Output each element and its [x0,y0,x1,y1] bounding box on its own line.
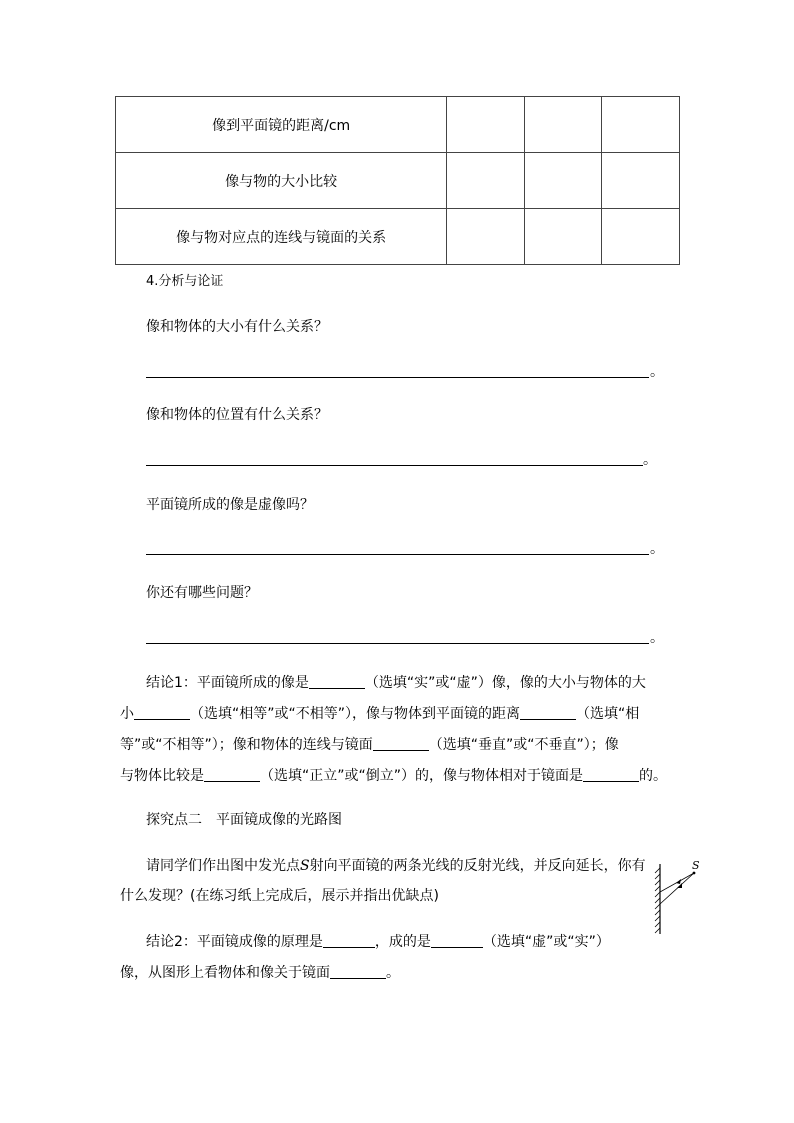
text: （选填“垂直”或“不垂直”）；像 [428,737,619,753]
answer-line[interactable] [146,377,649,378]
data-table [115,96,680,265]
light-source-point [693,872,696,875]
conclusion1-line4 [120,766,667,786]
point-s-label: S [692,859,700,872]
text: 请同学们作出图中发光点 [146,858,300,874]
fill-blank[interactable] [204,767,260,782]
fill-blank[interactable] [134,705,190,720]
table-cell[interactable] [602,153,680,209]
table-row [116,97,680,153]
conclusion2-line1 [146,932,610,952]
conclusion1-line3 [120,735,619,755]
text: 。 [386,965,400,981]
table-cell[interactable] [524,209,602,265]
text: 射向平面镜的两条光线的反射光线，并反向延长，你有 [309,858,646,874]
text: （选填“相 [576,706,640,722]
text: （选填“虚”或“实”） [482,934,610,950]
table-cell[interactable] [602,209,680,265]
fill-blank[interactable] [373,736,429,751]
text: （选填“实”或“虚”）像，像的大小与物体的大 [364,675,646,691]
fill-blank[interactable] [309,674,365,689]
probe2-paragraph-line2: 什么发现？(在练习纸上完成后，展示并指出优缺点) [120,888,439,904]
answer-line[interactable] [146,465,643,466]
fill-blank[interactable] [323,933,375,948]
table-cell[interactable] [447,153,525,209]
text: （选填“正立”或“倒立”）的，像与物体相对于镜面是 [260,768,584,784]
question-text: 像和物体的大小有什么关系？ [146,319,328,335]
probe2-paragraph-line1 [146,856,646,876]
conclusion1-line1 [146,673,646,693]
text: 结论2：平面镜成像的原理是 [146,934,323,950]
conclusion1-line2 [120,704,639,724]
row-label: 像与物的大小比较 [116,153,447,209]
point-s-label: S [300,858,310,874]
ray-arrow-icon [676,879,681,884]
answer-line[interactable] [146,643,649,644]
mirror-hatching [655,868,660,933]
period-mark: 。 [650,364,664,380]
answer-line[interactable] [146,554,649,555]
text: （选填“相等”或“不相等”），像与物体到平面镜的距离 [190,706,521,722]
row-label: 像与物对应点的连线与镜面的关系 [116,209,447,265]
fill-blank[interactable] [583,767,639,782]
table-cell[interactable] [524,97,602,153]
fill-blank[interactable] [431,933,483,948]
text: ，成的是 [374,934,431,950]
table-cell[interactable] [602,97,680,153]
table-row [116,153,680,209]
conclusion2-line2 [120,963,400,983]
question-text: 像和物体的位置有什么关系？ [146,407,328,423]
table-cell[interactable] [447,97,525,153]
text: 与物体比较是 [120,768,204,784]
light-ray [660,873,694,904]
text: 等”或“不相等”）；像和物体的连线与镜面 [120,737,373,753]
table-cell[interactable] [524,153,602,209]
row-label: 像到平面镜的距离/cm [116,97,447,153]
mirror-diagram [652,858,704,938]
period-mark: 。 [650,541,664,557]
text: 的。 [639,768,668,784]
fill-blank[interactable] [330,964,386,979]
question-text: 你还有哪些问题？ [146,585,258,601]
section-heading: 探究点二 平面镜成像的光路图 [146,812,342,828]
section-heading: 4.分析与论证 [146,274,224,289]
question-text: 平面镜所成的像是虚像吗？ [146,497,314,513]
text: 结论1：平面镜所成的像是 [146,675,309,691]
text: 像，从图形上看物体和像关于镜面 [120,965,330,981]
fill-blank[interactable] [520,705,576,720]
period-mark: 。 [643,452,657,468]
table-cell[interactable] [447,209,525,265]
text: 小 [120,706,134,722]
table-row [116,209,680,265]
period-mark: 。 [650,630,664,646]
